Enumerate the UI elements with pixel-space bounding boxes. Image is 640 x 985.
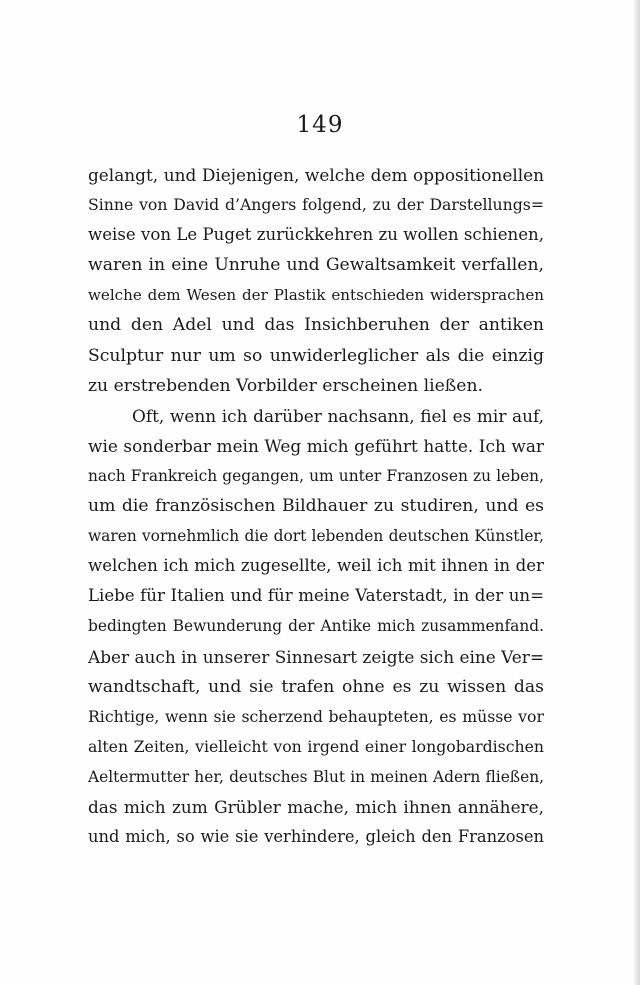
text-line: und den Adel und das Insichberuhen der antiken <box>88 315 544 336</box>
text-line: bedingten Bewunderung der Antike mich zusammenfand. <box>88 617 544 636</box>
page-number: 149 <box>296 112 344 138</box>
text-line: waren in eine Unruhe und Gewaltsamkeit verfallen, <box>88 255 544 276</box>
text-line: Sinne von David d’Angers folgend, zu der Darstellungs= <box>88 195 544 215</box>
text-line: und mich, so wie sie verhindere, gleich den Franzosen <box>88 827 544 847</box>
text-line: Liebe für Italien und für meine Vaterstadt, in der un= <box>88 586 544 606</box>
text-line: waren vornehmlich die dort lebenden deutschen Künstler, <box>88 527 544 546</box>
text-line: Aeltermutter her, deutsches Blut in meinen Adern fließen, <box>88 767 544 786</box>
text-line: das mich zum Grübler mache, mich ihnen annähere, <box>88 796 544 817</box>
text-line: Sculptur nur um so unwiderleglicher als die einzig <box>88 345 544 366</box>
page-edge-shadow <box>634 0 640 985</box>
text-line: Richtige, wenn sie scherzend behaupteten, es müsse vor <box>88 706 544 726</box>
paragraph-first-line: Oft, wenn ich darüber nachsann, fiel es mir auf, <box>132 405 544 426</box>
text-line: welche dem Wesen der Plastik entschieden widersprachen <box>88 286 544 305</box>
text-line: welchen ich mich zugesellte, weil ich mit ihnen in der <box>88 556 544 576</box>
text-line: alten Zeiten, vielleicht von irgend einer longobardischen <box>88 736 544 756</box>
text-line: wie sonderbar mein Weg mich geführt hatte. Ich war <box>88 435 544 456</box>
text-line: Aber auch in unserer Sinnesart zeigte sich eine Ver= <box>88 646 544 667</box>
body-text <box>88 160 544 852</box>
text-line: um die französischen Bildhauer zu studiren, und es <box>88 496 544 517</box>
text-line: weise von Le Puget zurückkehren zu wollen schienen, <box>88 225 544 245</box>
text-line: nach Frankreich gegangen, um unter Franzosen zu leben, <box>88 466 544 485</box>
text-line: gelangt, und Diejenigen, welche dem oppositionellen <box>88 165 544 185</box>
text-line: zu erstrebenden Vorbilder erscheinen ließen. <box>88 375 483 396</box>
text-line: wandtschaft, und sie trafen ohne es zu wissen das <box>88 676 544 697</box>
